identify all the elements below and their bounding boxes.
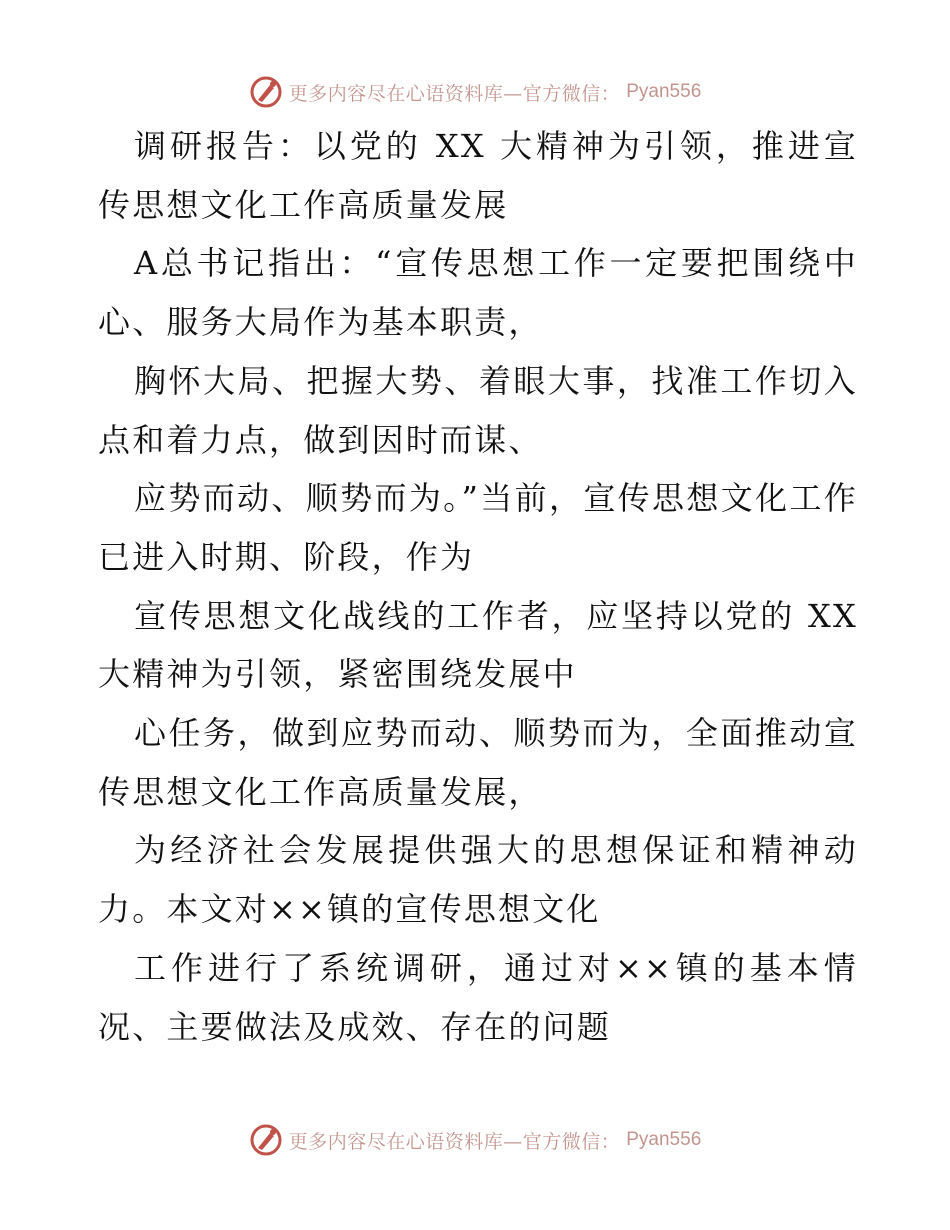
paragraph: 心任务，做到应势而动、顺势而为，全面推动宣传思想文化工作高质量发展，: [98, 714, 858, 811]
paragraph: A总书记指出：“宣传思想工作一定要把围绕中心、服务大局作为基本职责，: [98, 244, 858, 342]
watermark-text: 更多内容尽在心语资料库—官方微信：: [288, 82, 621, 105]
watermark-wechat-id: Pyan556: [626, 1129, 702, 1150]
watermark-wechat-id: Pyan556: [626, 81, 702, 102]
footer-watermark: [0, 1120, 950, 1160]
watermark-text: 更多内容尽在心语资料库—官方微信：: [288, 1130, 621, 1153]
paragraph: 为经济社会发展提供强大的思想保证和精神动力。本文对××镇的宣传思想文化: [98, 831, 858, 929]
document-body: [98, 117, 858, 1056]
paragraph-title: 调研报告：以党的 XX 大精神为引领，推进宣传思想文化工作高质量发展: [98, 127, 858, 224]
paragraph: 胸怀大局、把握大势、着眼大事，找准工作切入点和着力点，做到因时而谋、: [98, 361, 858, 459]
pen-circle-icon: [249, 1123, 283, 1157]
header-watermark: [0, 72, 950, 112]
paragraph: 应势而动、顺势而为。”当前，宣传思想文化工作已进入时期、阶段，作为: [98, 479, 858, 576]
paragraph: 工作进行了系统调研，通过对××镇的基本情况、主要做法及成效、存在的问题: [98, 948, 858, 1046]
paragraph: 宣传思想文化战线的工作者，应坚持以党的 XX 大精神为引领，紧密围绕发展中: [98, 596, 858, 694]
pen-circle-icon: [249, 75, 283, 109]
